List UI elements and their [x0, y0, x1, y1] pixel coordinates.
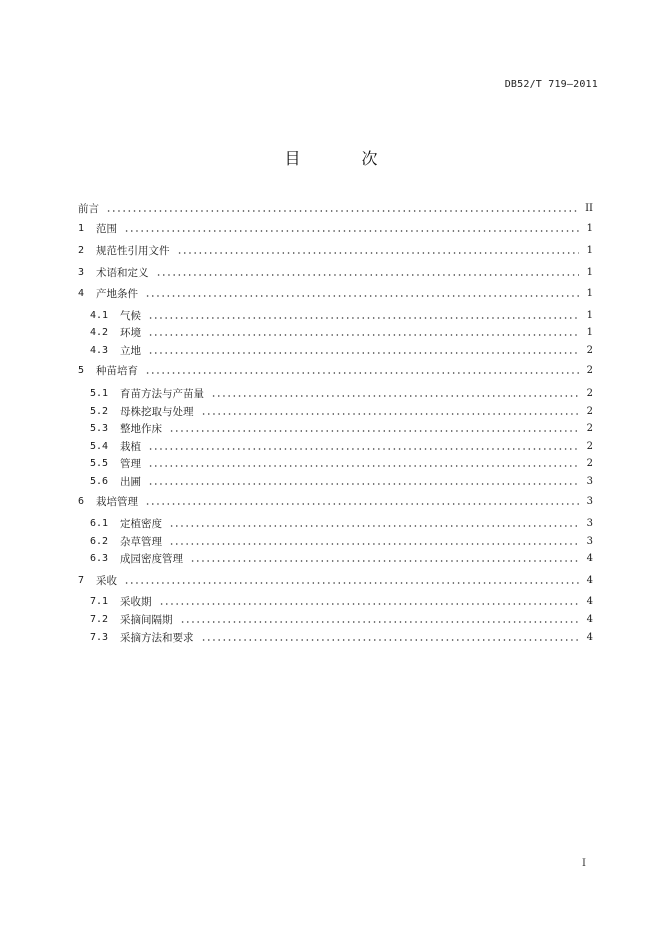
toc-entry-page: 3: [586, 517, 593, 529]
toc-entry-page: 4: [586, 574, 593, 586]
toc-dot-leader: [148, 465, 579, 467]
toc-entry-title: 整地作床: [120, 422, 162, 435]
toc-entry-number: 5: [78, 364, 85, 376]
toc-entry-page: 1: [586, 244, 593, 256]
toc-entry-title: 采收期: [120, 595, 152, 608]
toc-entry-page: 2: [586, 422, 593, 434]
toc-dot-leader: [148, 334, 579, 336]
toc-entry-page: 3: [586, 535, 593, 547]
toc-entry[interactable]: [78, 201, 593, 215]
toc-dot-leader: [169, 543, 579, 545]
toc-entry-page: 1: [586, 287, 593, 299]
toc-entry-title: 采摘方法和要求: [120, 631, 194, 644]
toc-entry-title: 育苗方法与产苗量: [120, 387, 204, 400]
toc-entry-page: 2: [586, 457, 593, 469]
toc-entry-number: 2: [78, 244, 85, 256]
toc-entry-number: 4.1: [90, 309, 109, 321]
toc-entry[interactable]: [90, 516, 593, 530]
toc-entry-page: 1: [586, 222, 593, 234]
toc-dot-leader: [201, 639, 580, 641]
toc-entry-title: 立地: [120, 344, 141, 357]
toc-entry-page: 4: [586, 631, 593, 643]
toc-entry-page: 4: [586, 552, 593, 564]
toc-entry-title: 成园密度管理: [120, 552, 183, 565]
toc-entry[interactable]: [78, 573, 593, 587]
toc-entry-title: 前言: [78, 202, 99, 215]
toc-entry-title: 定植密度: [120, 517, 162, 530]
toc-entry-page: 2: [586, 364, 593, 376]
toc-entry-title: 出圃: [120, 475, 141, 488]
toc-dot-leader: [148, 448, 579, 450]
toc-entry-page: 1: [586, 326, 593, 338]
toc-entry-number: 4.3: [90, 344, 109, 356]
toc-entry-number: 5.3: [90, 422, 109, 434]
toc-dot-leader: [148, 352, 579, 354]
toc-entry[interactable]: [78, 286, 593, 300]
toc-entry-title: 栽培管理: [96, 495, 138, 508]
toc-entry[interactable]: [90, 551, 593, 565]
toc-dot-leader: [124, 230, 579, 232]
toc-entry-page: 1: [586, 266, 593, 278]
toc-entry[interactable]: [90, 630, 593, 644]
toc-entry[interactable]: [90, 594, 593, 608]
toc-entry-title: 采收: [96, 574, 117, 587]
toc-entry[interactable]: [78, 494, 593, 508]
toc-dot-leader: [169, 525, 579, 527]
toc-entry-title: 杂草管理: [120, 535, 162, 548]
toc-entry-title: 管理: [120, 457, 141, 470]
toc-entry-number: 4: [78, 287, 85, 299]
toc-entry[interactable]: [90, 421, 593, 435]
toc-entry-title: 栽植: [120, 440, 141, 453]
toc-entry-number: 5.6: [90, 475, 109, 487]
toc-dot-leader: [169, 430, 579, 432]
toc-entry-number: 5.2: [90, 405, 109, 417]
toc-entry[interactable]: [78, 221, 593, 235]
toc-entry-number: 5.4: [90, 440, 109, 452]
toc-dot-leader: [148, 483, 579, 485]
toc-entry[interactable]: [90, 456, 593, 470]
page-title: 目 次: [284, 149, 406, 168]
toc-entry-number: 1: [78, 222, 85, 234]
toc-dot-leader: [156, 274, 580, 276]
toc-entry-number: 6: [78, 495, 85, 507]
toc-entry-number: 5.1: [90, 387, 109, 399]
toc-entry[interactable]: [90, 343, 593, 357]
toc-entry-number: 7.2: [90, 613, 109, 625]
toc-entry[interactable]: [90, 308, 593, 322]
toc-entry[interactable]: [90, 386, 593, 400]
document-code: DB52/T 719—2011: [504, 79, 598, 90]
toc-entry-title: 气候: [120, 309, 141, 322]
footer-page-number: I: [582, 858, 586, 869]
toc-entry-page: 4: [586, 595, 593, 607]
toc-entry-page: 2: [586, 440, 593, 452]
toc-entry-number: 7.1: [90, 595, 109, 607]
toc-entry[interactable]: [90, 534, 593, 548]
toc-entry[interactable]: [90, 612, 593, 626]
toc-entry[interactable]: [90, 474, 593, 488]
toc-entry-page: 2: [586, 405, 593, 417]
toc-entry-title: 种苗培育: [96, 364, 138, 377]
toc-dot-leader: [201, 413, 580, 415]
toc-entry-title: 环境: [120, 326, 141, 339]
toc-entry[interactable]: [78, 243, 593, 257]
toc-entry-page: II: [585, 202, 593, 214]
toc-dot-leader: [211, 395, 579, 397]
toc-entry-number: 6.3: [90, 552, 109, 564]
toc-entry-title: 产地条件: [96, 287, 138, 300]
toc-entry-number: 4.2: [90, 326, 109, 338]
toc-entry-page: 3: [586, 475, 593, 487]
toc-entry-title: 规范性引用文件: [96, 244, 170, 257]
toc-entry-page: 1: [586, 309, 593, 321]
toc-entry-page: 3: [586, 495, 593, 507]
toc-entry-title: 采摘间隔期: [120, 613, 173, 626]
toc-entry-page: 2: [586, 344, 593, 356]
toc-entry-page: 4: [586, 613, 593, 625]
toc-entry[interactable]: [90, 404, 593, 418]
toc-dot-leader: [145, 372, 579, 374]
toc-dot-leader: [159, 603, 580, 605]
toc-entry-number: 7: [78, 574, 85, 586]
toc-entry-page: 2: [586, 387, 593, 399]
toc-entry-title: 母株挖取与处理: [120, 405, 194, 418]
toc-entry-number: 6.2: [90, 535, 109, 547]
toc-dot-leader: [148, 317, 579, 319]
toc-entry-number: 7.3: [90, 631, 109, 643]
toc-entry[interactable]: [90, 325, 593, 339]
toc-dot-leader: [180, 621, 580, 623]
toc-dot-leader: [177, 252, 580, 254]
toc-entry[interactable]: [90, 439, 593, 453]
toc-entry[interactable]: [78, 265, 593, 279]
toc-entry-number: 5.5: [90, 457, 109, 469]
toc-dot-leader: [145, 503, 579, 505]
toc-dot-leader: [190, 560, 579, 562]
toc-entry-title: 术语和定义: [96, 266, 149, 279]
toc-entry[interactable]: [78, 363, 593, 377]
toc-dot-leader: [145, 295, 579, 297]
toc-dot-leader: [124, 582, 579, 584]
toc-entry-number: 3: [78, 266, 85, 278]
toc-dot-leader: [106, 210, 579, 212]
toc-entry-number: 6.1: [90, 517, 109, 529]
toc-entry-title: 范围: [96, 222, 117, 235]
